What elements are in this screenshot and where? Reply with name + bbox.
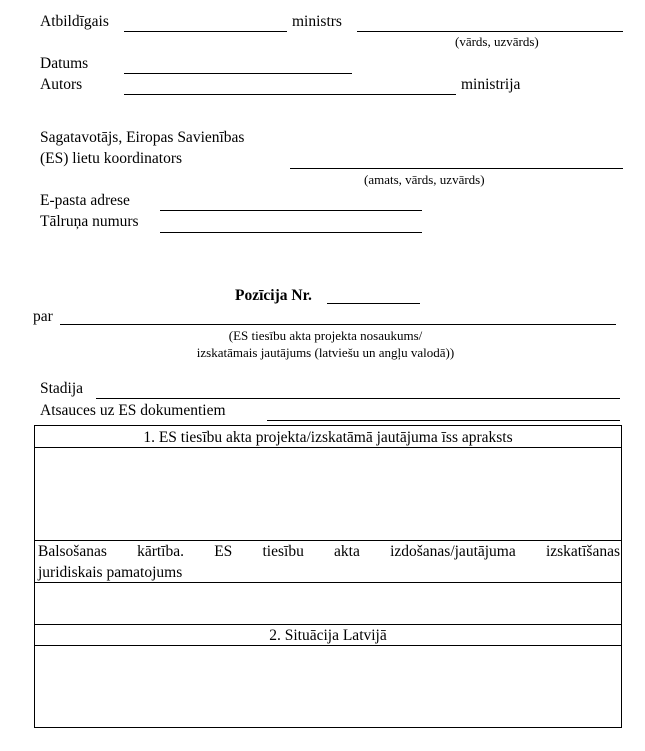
minister-name-input-line[interactable] — [357, 31, 623, 32]
email-input-line[interactable] — [160, 210, 422, 211]
preparer-hint: (amats, vārds, uzvārds) — [364, 172, 485, 187]
voting-heading-line1: Balsošanas kārtība. ES tiesību akta izdošanas/jautājuma izskatīšanas — [38, 543, 620, 560]
name-surname-hint: (vārds, uzvārds) — [455, 34, 539, 49]
stage-input-line[interactable] — [96, 398, 620, 399]
date-input-line[interactable] — [124, 73, 352, 74]
author-input-line[interactable] — [124, 94, 456, 95]
date-label: Datums — [40, 55, 89, 72]
minister-label: ministrs — [292, 13, 342, 30]
preparer-label-line1: Sagatavotājs, Eiropas Savienības — [40, 129, 245, 146]
voting-heading-line2: juridiskais pamatojums — [38, 564, 183, 581]
subject-input-line[interactable] — [60, 324, 616, 325]
preparer-input-line[interactable] — [290, 168, 623, 169]
ministry-label: ministrija — [461, 76, 521, 93]
subject-hint-line1: (ES tiesību akta projekta nosaukums/ — [228, 328, 423, 343]
responsible-input-line[interactable] — [124, 31, 287, 32]
phone-label: Tālruņa numurs — [40, 213, 139, 230]
table-divider — [35, 540, 621, 541]
section2-heading: 2. Situācija Latvijā — [269, 627, 387, 644]
references-label: Atsauces uz ES dokumentiem — [40, 402, 226, 419]
section2-body-cell[interactable] — [35, 646, 621, 727]
phone-input-line[interactable] — [160, 232, 422, 233]
table-divider — [35, 624, 621, 625]
author-label: Autors — [40, 76, 83, 93]
preparer-label-line2: (ES) lietu koordinators — [40, 150, 183, 167]
references-input-line[interactable] — [267, 420, 620, 421]
responsible-label: Atbildīgais — [40, 13, 109, 30]
stage-label: Stadija — [40, 380, 84, 397]
email-label: E-pasta adrese — [40, 192, 130, 209]
voting-body-cell[interactable] — [35, 583, 621, 623]
position-table — [34, 425, 622, 728]
position-title: Pozīcija Nr. — [235, 287, 312, 304]
section1-body-cell[interactable] — [35, 448, 621, 540]
position-number-input-line[interactable] — [327, 303, 420, 304]
subject-hint-line2: izskatāmais jautājums (latviešu un angļu valodā)) — [196, 345, 455, 360]
par-label: par — [33, 308, 53, 325]
section1-heading: 1. ES tiesību akta projekta/izskatāmā jautājuma īss apraksts — [143, 429, 513, 446]
